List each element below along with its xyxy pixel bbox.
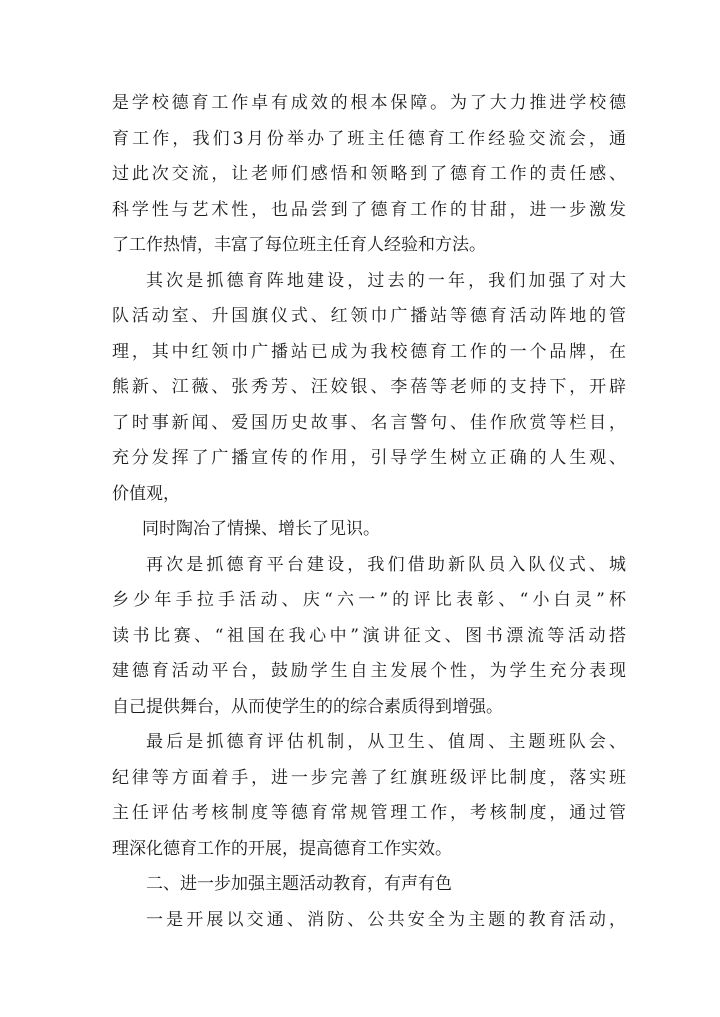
paragraph-start-line: 其次是抓德育阵地建设，过去的一年，我们加强了对大	[146, 270, 626, 291]
text-line: 了时事新闻、爱国历史故事、名言警句、佳作欣赏等栏目，	[112, 412, 626, 433]
text-line: 育工作，我们3月份举办了班主任德育工作经验交流会，通	[112, 128, 626, 149]
section-heading: 二、进一步加强主题活动教育，有声有色	[146, 874, 452, 894]
text-line: 过此次交流，让老师们感悟和领略到了德育工作的责任感、	[112, 164, 626, 184]
text-line: 科学性与艺术性，也品尝到了德育工作的甘甜，进一步激发	[112, 199, 626, 220]
paragraph-start-line: 一是开展以交通、消防、公共安全为主题的教育活动，	[146, 909, 626, 930]
text-line: 价值观，	[112, 483, 180, 504]
text-line: 充分发挥了广播宣传的作用，引导学生树立正确的人生观、	[112, 448, 626, 468]
text-line: 理，其中红领巾广播站已成为我校德育工作的一个品牌，在	[112, 341, 626, 362]
document-body	[112, 86, 626, 938]
text-line: 熊新、江薇、张秀芳、汪姣银、李蓓等老师的支持下，开辟	[112, 377, 626, 397]
text-line: 主任评估考核制度等德育常规管理工作，考核制度，通过管	[112, 803, 626, 823]
text-line: 自己提供舞台，从而使学生的的综合素质得到增强。	[112, 696, 503, 717]
text-line: 是学校德育工作卓有成效的根本保障。为了大力推进学校德	[112, 93, 626, 113]
text-line: 了工作热情，丰富了每位班主任育人经验和方法。	[112, 235, 486, 255]
text-line: 队活动室、升国旗仪式、红领巾广播站等德育活动阵地的管	[112, 306, 626, 326]
paragraph-start-line: 再次是抓德育平台建设，我们借助新队员入队仪式、城	[146, 554, 626, 575]
text-line: 纪律等方面着手，进一步完善了红旗班级评比制度，落实班	[112, 767, 626, 788]
paragraph-start-line: 同时陶冶了情操、增长了见识。	[142, 519, 380, 539]
text-line: 乡少年手拉手活动、庆“六一”的评比表彰、“小白灵”杯	[112, 590, 626, 610]
text-line: 建德育活动平台，鼓励学生自主发展个性，为学生充分表现	[112, 661, 626, 681]
paragraph-start-line: 最后是抓德育评估机制，从卫生、值周、主题班队会、	[146, 732, 626, 752]
text-line: 读书比赛、“祖国在我心中”演讲征文、图书漂流等活动搭	[112, 625, 626, 646]
text-line: 理深化德育工作的开展，提高德育工作实效。	[112, 838, 452, 859]
